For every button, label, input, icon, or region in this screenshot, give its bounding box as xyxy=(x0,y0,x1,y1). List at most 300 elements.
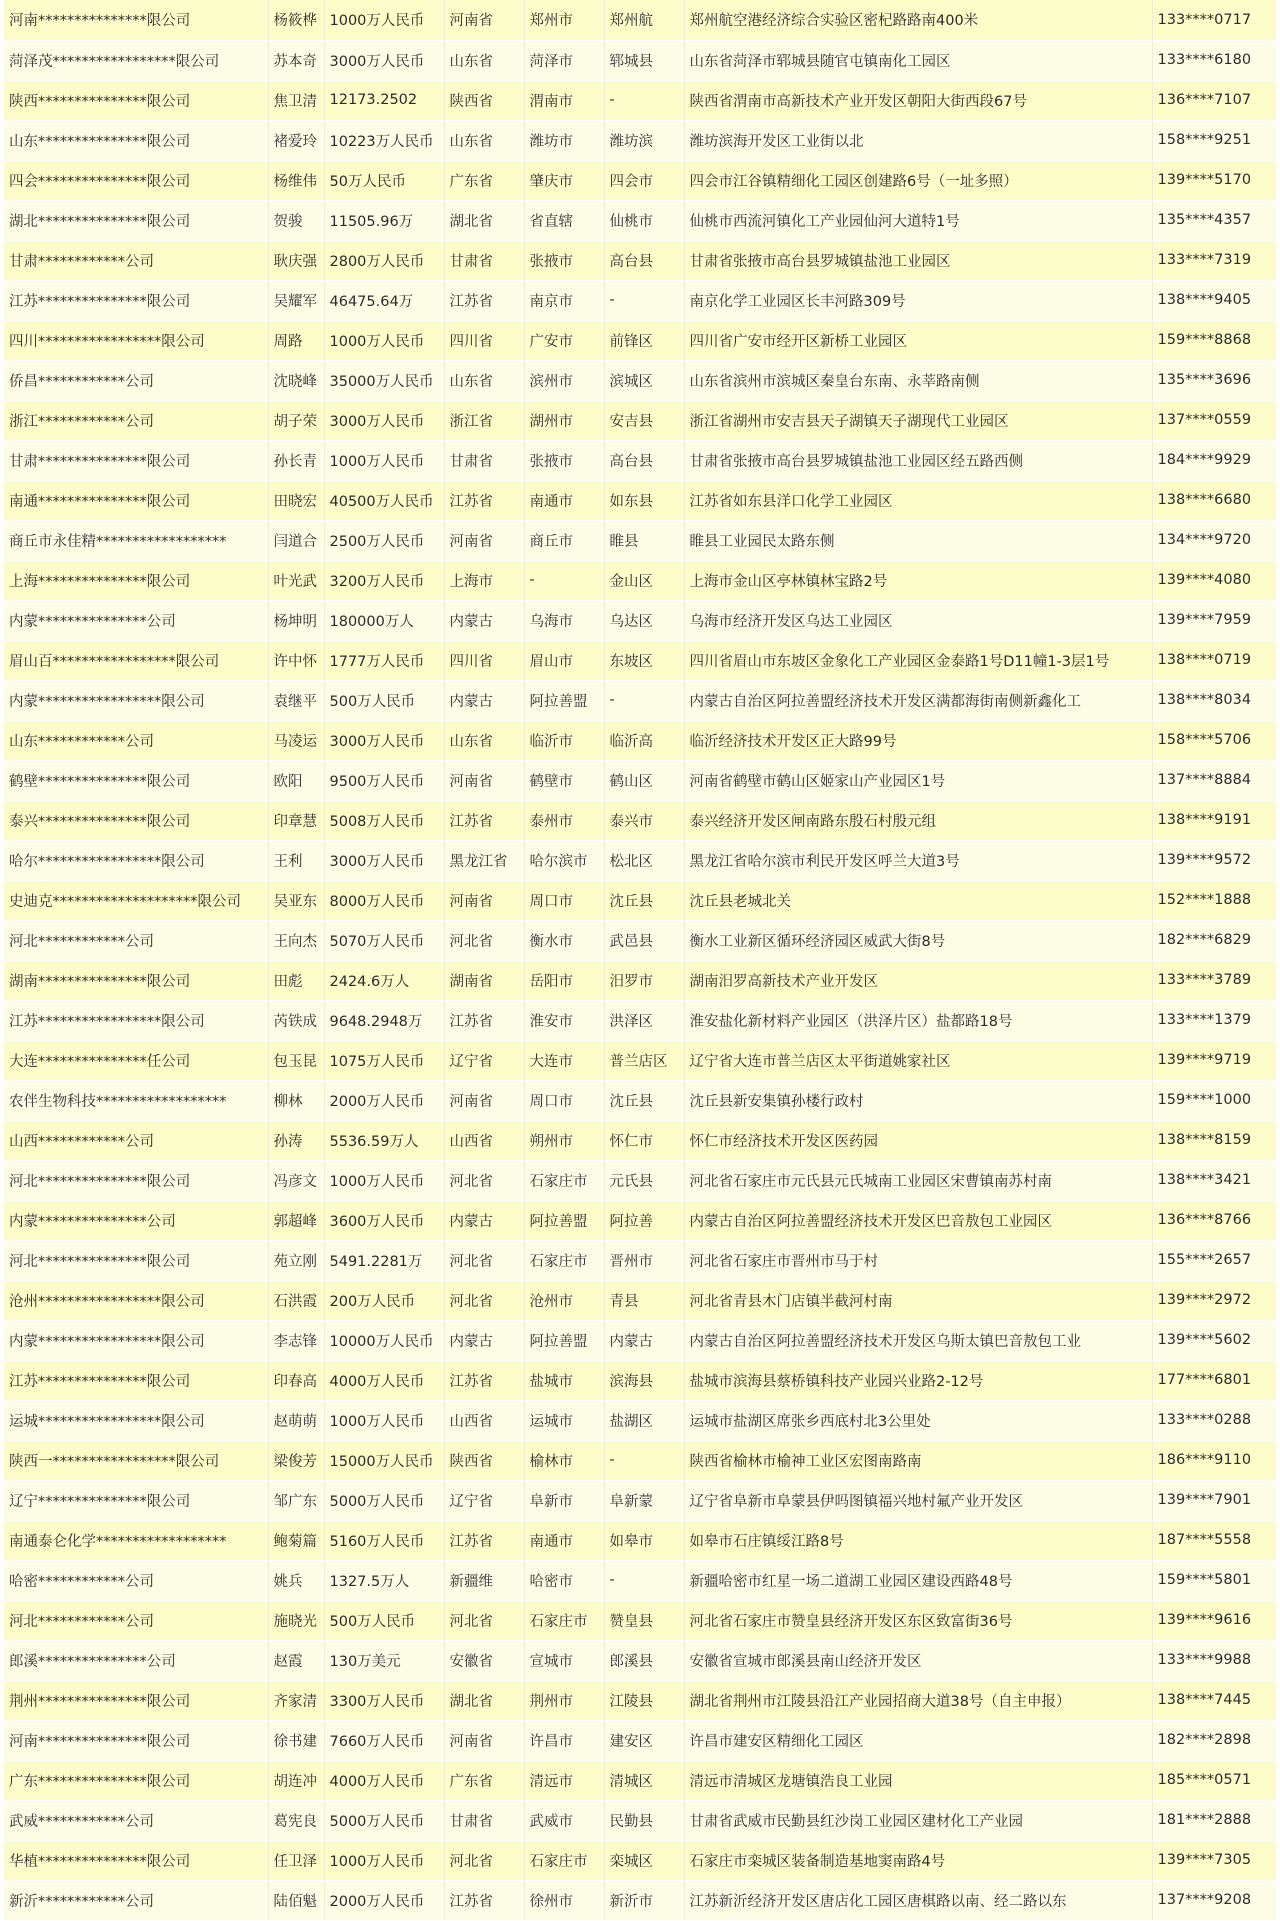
city-cell: 石家庄市 xyxy=(524,1160,604,1200)
phone-cell: 159****8868 xyxy=(1152,320,1276,360)
phone-cell: 155****2657 xyxy=(1152,1240,1276,1280)
registered-capital-cell: 3000万人民币 xyxy=(324,40,444,80)
district-cell: 青县 xyxy=(604,1280,684,1320)
table-row xyxy=(4,1600,1276,1640)
district-cell: 盐湖区 xyxy=(604,1400,684,1440)
company-name-cell: 史迪克********************限公司 xyxy=(4,880,268,920)
district-cell: 内蒙古 xyxy=(604,1320,684,1360)
city-cell: 衡水市 xyxy=(524,920,604,960)
province-cell: 河南省 xyxy=(444,0,524,40)
address-cell: 河南省鹤壁市鹤山区姬家山产业园区1号 xyxy=(684,760,1152,800)
legal-rep-cell: 石洪霞 xyxy=(268,1280,324,1320)
table-row xyxy=(4,1320,1276,1360)
province-cell: 江苏省 xyxy=(444,480,524,520)
city-cell: 榆林市 xyxy=(524,1440,604,1480)
table-row xyxy=(4,1760,1276,1800)
legal-rep-cell: 田晓宏 xyxy=(268,480,324,520)
phone-cell: 136****7107 xyxy=(1152,80,1276,120)
district-cell: 如皋市 xyxy=(604,1520,684,1560)
city-cell: 荆州市 xyxy=(524,1680,604,1720)
address-cell: 山东省菏泽市郓城县随官屯镇南化工园区 xyxy=(684,40,1152,80)
registered-capital-cell: 7660万人民币 xyxy=(324,1720,444,1760)
address-cell: 江苏新沂经济开发区唐店化工园区唐棋路以南、经二路以东 xyxy=(684,1880,1152,1920)
district-cell: 汨罗市 xyxy=(604,960,684,1000)
legal-rep-cell: 周路 xyxy=(268,320,324,360)
registered-capital-cell: 1000万人民币 xyxy=(324,1840,444,1880)
table-row xyxy=(4,240,1276,280)
district-cell: 潍坊滨 xyxy=(604,120,684,160)
phone-cell: 138****7445 xyxy=(1152,1680,1276,1720)
table-row xyxy=(4,1480,1276,1520)
company-name-cell: 哈密************公司 xyxy=(4,1560,268,1600)
city-cell: 张掖市 xyxy=(524,240,604,280)
address-cell: 内蒙古自治区阿拉善盟经济技术开发区乌斯太镇巴音敖包工业 xyxy=(684,1320,1152,1360)
table-row xyxy=(4,1000,1276,1040)
address-cell: 睢县工业园民太路东侧 xyxy=(684,520,1152,560)
province-cell: 广东省 xyxy=(444,160,524,200)
legal-rep-cell: 柳林 xyxy=(268,1080,324,1120)
phone-cell: 133****1379 xyxy=(1152,1000,1276,1040)
province-cell: 上海市 xyxy=(444,560,524,600)
company-name-cell: 江苏*****************限公司 xyxy=(4,1000,268,1040)
district-cell: 元氏县 xyxy=(604,1160,684,1200)
legal-rep-cell: 耿庆强 xyxy=(268,240,324,280)
city-cell: 张掖市 xyxy=(524,440,604,480)
phone-cell: 134****9720 xyxy=(1152,520,1276,560)
province-cell: 江苏省 xyxy=(444,280,524,320)
registered-capital-cell: 5536.59万人 xyxy=(324,1120,444,1160)
district-cell: 金山区 xyxy=(604,560,684,600)
phone-cell: 158****5706 xyxy=(1152,720,1276,760)
table-row xyxy=(4,1720,1276,1760)
legal-rep-cell: 孙涛 xyxy=(268,1120,324,1160)
registered-capital-cell: 500万人民币 xyxy=(324,680,444,720)
legal-rep-cell: 吴亚东 xyxy=(268,880,324,920)
table-row xyxy=(4,0,1276,40)
district-cell: 乌达区 xyxy=(604,600,684,640)
company-name-cell: 山东************公司 xyxy=(4,720,268,760)
city-cell: 石家庄市 xyxy=(524,1840,604,1880)
legal-rep-cell: 包玉昆 xyxy=(268,1040,324,1080)
address-cell: 浙江省湖州市安吉县天子湖镇天子湖现代工业园区 xyxy=(684,400,1152,440)
district-cell: 洪泽区 xyxy=(604,1000,684,1040)
registered-capital-cell: 180000万人 xyxy=(324,600,444,640)
registered-capital-cell: 1000万人民币 xyxy=(324,440,444,480)
company-name-cell: 湖南***************限公司 xyxy=(4,960,268,1000)
legal-rep-cell: 印春高 xyxy=(268,1360,324,1400)
table-row xyxy=(4,680,1276,720)
city-cell: 肇庆市 xyxy=(524,160,604,200)
city-cell: 菏泽市 xyxy=(524,40,604,80)
legal-rep-cell: 陆佰魁 xyxy=(268,1880,324,1920)
province-cell: 四川省 xyxy=(444,320,524,360)
province-cell: 甘肃省 xyxy=(444,440,524,480)
company-name-cell: 菏泽茂*****************限公司 xyxy=(4,40,268,80)
table-row xyxy=(4,400,1276,440)
address-cell: 清远市清城区龙塘镇浩良工业园 xyxy=(684,1760,1152,1800)
table-row xyxy=(4,560,1276,600)
phone-cell: 158****9251 xyxy=(1152,120,1276,160)
address-cell: 甘肃省张掖市高台县罗城镇盐池工业园区经五路西侧 xyxy=(684,440,1152,480)
address-cell: 石家庄市栾城区装备制造基地窦南路4号 xyxy=(684,1840,1152,1880)
city-cell: 周口市 xyxy=(524,1080,604,1120)
city-cell: 阿拉善盟 xyxy=(524,680,604,720)
registered-capital-cell: 2000万人民币 xyxy=(324,1880,444,1920)
district-cell: - xyxy=(604,280,684,320)
address-cell: 怀仁市经济技术开发区医药园 xyxy=(684,1120,1152,1160)
phone-cell: 186****9110 xyxy=(1152,1440,1276,1480)
address-cell: 四川省眉山市东坡区金象化工产业园区金泰路1号D11幢1-3层1号 xyxy=(684,640,1152,680)
phone-cell: 139****5602 xyxy=(1152,1320,1276,1360)
company-name-cell: 河北************公司 xyxy=(4,1600,268,1640)
company-name-cell: 山西************公司 xyxy=(4,1120,268,1160)
registered-capital-cell: 1000万人民币 xyxy=(324,0,444,40)
registered-capital-cell: 3300万人民币 xyxy=(324,1680,444,1720)
phone-cell: 138****8159 xyxy=(1152,1120,1276,1160)
district-cell: 睢县 xyxy=(604,520,684,560)
province-cell: 河北省 xyxy=(444,920,524,960)
district-cell: - xyxy=(604,80,684,120)
table-row xyxy=(4,360,1276,400)
registered-capital-cell: 4000万人民币 xyxy=(324,1360,444,1400)
address-cell: 乌海市经济开发区乌达工业园区 xyxy=(684,600,1152,640)
city-cell: 徐州市 xyxy=(524,1880,604,1920)
phone-cell: 139****7901 xyxy=(1152,1480,1276,1520)
legal-rep-cell: 焦卫清 xyxy=(268,80,324,120)
registered-capital-cell: 3000万人民币 xyxy=(324,400,444,440)
legal-rep-cell: 李志锋 xyxy=(268,1320,324,1360)
province-cell: 内蒙古 xyxy=(444,1320,524,1360)
district-cell: 普兰店区 xyxy=(604,1040,684,1080)
company-name-cell: 鹤壁***************限公司 xyxy=(4,760,268,800)
district-cell: 四会市 xyxy=(604,160,684,200)
address-cell: 江苏省如东县洋口化学工业园区 xyxy=(684,480,1152,520)
registered-capital-cell: 5070万人民币 xyxy=(324,920,444,960)
district-cell: 晋州市 xyxy=(604,1240,684,1280)
district-cell: 阜新蒙 xyxy=(604,1480,684,1520)
phone-cell: 177****6801 xyxy=(1152,1360,1276,1400)
phone-cell: 133****0717 xyxy=(1152,0,1276,40)
address-cell: 盐城市滨海县蔡桥镇科技产业园兴业路2-12号 xyxy=(684,1360,1152,1400)
table-row xyxy=(4,1240,1276,1280)
registered-capital-cell: 2000万人民币 xyxy=(324,1080,444,1120)
registered-capital-cell: 10000万人民币 xyxy=(324,1320,444,1360)
legal-rep-cell: 王利 xyxy=(268,840,324,880)
company-name-cell: 华植***************限公司 xyxy=(4,1840,268,1880)
legal-rep-cell: 冯彦文 xyxy=(268,1160,324,1200)
province-cell: 河南省 xyxy=(444,1080,524,1120)
address-cell: 辽宁省阜新市阜蒙县伊吗图镇福兴地村氟产业开发区 xyxy=(684,1480,1152,1520)
table-row xyxy=(4,600,1276,640)
address-cell: 临沂经济技术开发区正大路99号 xyxy=(684,720,1152,760)
company-name-cell: 湖北***************限公司 xyxy=(4,200,268,240)
phone-cell: 139****9572 xyxy=(1152,840,1276,880)
city-cell: 哈尔滨市 xyxy=(524,840,604,880)
registered-capital-cell: 40500万人民币 xyxy=(324,480,444,520)
registered-capital-cell: 4000万人民币 xyxy=(324,1760,444,1800)
city-cell: 朔州市 xyxy=(524,1120,604,1160)
address-cell: 如皋市石庄镇绥江路8号 xyxy=(684,1520,1152,1560)
city-cell: 南通市 xyxy=(524,480,604,520)
phone-cell: 138****0719 xyxy=(1152,640,1276,680)
legal-rep-cell: 赵萌萌 xyxy=(268,1400,324,1440)
province-cell: 湖南省 xyxy=(444,960,524,1000)
province-cell: 河北省 xyxy=(444,1840,524,1880)
city-cell: 乌海市 xyxy=(524,600,604,640)
province-cell: 广东省 xyxy=(444,1760,524,1800)
city-cell: 阿拉善盟 xyxy=(524,1320,604,1360)
legal-rep-cell: 梁俊芳 xyxy=(268,1440,324,1480)
legal-rep-cell: 印章慧 xyxy=(268,800,324,840)
phone-cell: 135****4357 xyxy=(1152,200,1276,240)
district-cell: 沈丘县 xyxy=(604,1080,684,1120)
phone-cell: 137****9208 xyxy=(1152,1880,1276,1920)
province-cell: 浙江省 xyxy=(444,400,524,440)
district-cell: 江陵县 xyxy=(604,1680,684,1720)
registered-capital-cell: 3000万人民币 xyxy=(324,720,444,760)
registered-capital-cell: 1000万人民币 xyxy=(324,320,444,360)
table-row xyxy=(4,120,1276,160)
province-cell: 甘肃省 xyxy=(444,240,524,280)
legal-rep-cell: 苏本奇 xyxy=(268,40,324,80)
legal-rep-cell: 褚爱玲 xyxy=(268,120,324,160)
district-cell: - xyxy=(604,1560,684,1600)
province-cell: 湖北省 xyxy=(444,200,524,240)
table-row xyxy=(4,1800,1276,1840)
phone-cell: 152****1888 xyxy=(1152,880,1276,920)
province-cell: 河北省 xyxy=(444,1240,524,1280)
phone-cell: 181****2888 xyxy=(1152,1800,1276,1840)
table-row xyxy=(4,1840,1276,1880)
city-cell: 沧州市 xyxy=(524,1280,604,1320)
company-name-cell: 商丘市永佳精****************** xyxy=(4,520,268,560)
legal-rep-cell: 徐书建 xyxy=(268,1720,324,1760)
legal-rep-cell: 姚兵 xyxy=(268,1560,324,1600)
address-cell: 新疆哈密市红星一场二道湖工业园区建设西路48号 xyxy=(684,1560,1152,1600)
address-cell: 南京化学工业园区长丰河路309号 xyxy=(684,280,1152,320)
district-cell: 仙桃市 xyxy=(604,200,684,240)
table-row xyxy=(4,1200,1276,1240)
district-cell: 阿拉善 xyxy=(604,1200,684,1240)
company-name-cell: 新沂************公司 xyxy=(4,1880,268,1920)
company-name-cell: 荆州***************限公司 xyxy=(4,1680,268,1720)
registered-capital-cell: 2424.6万人 xyxy=(324,960,444,1000)
city-cell: 鹤壁市 xyxy=(524,760,604,800)
province-cell: 山东省 xyxy=(444,720,524,760)
address-cell: 黑龙江省哈尔滨市利民开发区呼兰大道3号 xyxy=(684,840,1152,880)
city-cell: - xyxy=(524,560,604,600)
city-cell: 南通市 xyxy=(524,1520,604,1560)
city-cell: 郑州市 xyxy=(524,0,604,40)
table-row xyxy=(4,520,1276,560)
legal-rep-cell: 王向杰 xyxy=(268,920,324,960)
phone-cell: 139****9616 xyxy=(1152,1600,1276,1640)
address-cell: 内蒙古自治区阿拉善盟经济技术开发区巴音敖包工业园区 xyxy=(684,1200,1152,1240)
legal-rep-cell: 齐家清 xyxy=(268,1680,324,1720)
company-name-cell: 南通***************限公司 xyxy=(4,480,268,520)
company-table xyxy=(4,0,1276,1921)
city-cell: 临沂市 xyxy=(524,720,604,760)
province-cell: 江苏省 xyxy=(444,1000,524,1040)
table-row xyxy=(4,1360,1276,1400)
company-name-cell: 内蒙***************公司 xyxy=(4,1200,268,1240)
table-row xyxy=(4,440,1276,480)
company-name-cell: 大连***************任公司 xyxy=(4,1040,268,1080)
phone-cell: 159****5801 xyxy=(1152,1560,1276,1600)
district-cell: 高台县 xyxy=(604,240,684,280)
address-cell: 潍坊滨海开发区工业街以北 xyxy=(684,120,1152,160)
district-cell: 栾城区 xyxy=(604,1840,684,1880)
table-row xyxy=(4,1160,1276,1200)
province-cell: 河南省 xyxy=(444,760,524,800)
registered-capital-cell: 2500万人民币 xyxy=(324,520,444,560)
district-cell: 临沂高 xyxy=(604,720,684,760)
company-name-cell: 眉山百*****************限公司 xyxy=(4,640,268,680)
city-cell: 运城市 xyxy=(524,1400,604,1440)
city-cell: 眉山市 xyxy=(524,640,604,680)
city-cell: 周口市 xyxy=(524,880,604,920)
legal-rep-cell: 贺骏 xyxy=(268,200,324,240)
legal-rep-cell: 许中怀 xyxy=(268,640,324,680)
legal-rep-cell: 施晓光 xyxy=(268,1600,324,1640)
registered-capital-cell: 11505.96万 xyxy=(324,200,444,240)
district-cell: 郓城县 xyxy=(604,40,684,80)
table-row xyxy=(4,1400,1276,1440)
registered-capital-cell: 50万人民币 xyxy=(324,160,444,200)
province-cell: 内蒙古 xyxy=(444,600,524,640)
phone-cell: 187****5558 xyxy=(1152,1520,1276,1560)
company-name-cell: 南通泰仑化学****************** xyxy=(4,1520,268,1560)
registered-capital-cell: 9648.2948万 xyxy=(324,1000,444,1040)
address-cell: 郑州航空港经济综合实验区密杞路路南400米 xyxy=(684,0,1152,40)
province-cell: 甘肃省 xyxy=(444,1800,524,1840)
company-name-cell: 广东***************限公司 xyxy=(4,1760,268,1800)
district-cell: 安吉县 xyxy=(604,400,684,440)
province-cell: 河南省 xyxy=(444,1720,524,1760)
phone-cell: 185****0571 xyxy=(1152,1760,1276,1800)
district-cell: 郑州航 xyxy=(604,0,684,40)
city-cell: 潍坊市 xyxy=(524,120,604,160)
address-cell: 甘肃省武威市民勤县红沙岗工业园区建材化工产业园 xyxy=(684,1800,1152,1840)
province-cell: 山东省 xyxy=(444,360,524,400)
phone-cell: 133****0288 xyxy=(1152,1400,1276,1440)
address-cell: 运城市盐湖区席张乡西底村北3公里处 xyxy=(684,1400,1152,1440)
phone-cell: 137****0559 xyxy=(1152,400,1276,440)
city-cell: 广安市 xyxy=(524,320,604,360)
table-row xyxy=(4,320,1276,360)
district-cell: 新沂市 xyxy=(604,1880,684,1920)
city-cell: 岳阳市 xyxy=(524,960,604,1000)
table-row xyxy=(4,760,1276,800)
province-cell: 内蒙古 xyxy=(444,680,524,720)
province-cell: 四川省 xyxy=(444,640,524,680)
registered-capital-cell: 500万人民币 xyxy=(324,1600,444,1640)
company-name-cell: 沧州*****************限公司 xyxy=(4,1280,268,1320)
registered-capital-cell: 2800万人民币 xyxy=(324,240,444,280)
district-cell: 建安区 xyxy=(604,1720,684,1760)
phone-cell: 139****5170 xyxy=(1152,160,1276,200)
registered-capital-cell: 200万人民币 xyxy=(324,1280,444,1320)
company-name-cell: 陕西***************限公司 xyxy=(4,80,268,120)
address-cell: 湖南汨罗高新技术产业开发区 xyxy=(684,960,1152,1000)
province-cell: 江苏省 xyxy=(444,800,524,840)
table-row xyxy=(4,480,1276,520)
registered-capital-cell: 5160万人民币 xyxy=(324,1520,444,1560)
legal-rep-cell: 马凌运 xyxy=(268,720,324,760)
legal-rep-cell: 欧阳 xyxy=(268,760,324,800)
province-cell: 陕西省 xyxy=(444,1440,524,1480)
district-cell: 松北区 xyxy=(604,840,684,880)
legal-rep-cell: 吴耀军 xyxy=(268,280,324,320)
company-name-cell: 泰兴***************限公司 xyxy=(4,800,268,840)
province-cell: 河北省 xyxy=(444,1600,524,1640)
city-cell: 湖州市 xyxy=(524,400,604,440)
address-cell: 内蒙古自治区阿拉善盟经济技术开发区满都海街南侧新鑫化工 xyxy=(684,680,1152,720)
company-name-cell: 运城*****************限公司 xyxy=(4,1400,268,1440)
table-row xyxy=(4,640,1276,680)
company-name-cell: 河北***************限公司 xyxy=(4,1160,268,1200)
table-row xyxy=(4,880,1276,920)
address-cell: 甘肃省张掖市高台县罗城镇盐池工业园区 xyxy=(684,240,1152,280)
company-name-cell: 四川*****************限公司 xyxy=(4,320,268,360)
phone-cell: 184****9929 xyxy=(1152,440,1276,480)
address-cell: 辽宁省大连市普兰店区太平街道姚家社区 xyxy=(684,1040,1152,1080)
company-name-cell: 上海***************限公司 xyxy=(4,560,268,600)
legal-rep-cell: 芮铁成 xyxy=(268,1000,324,1040)
phone-cell: 138****8034 xyxy=(1152,680,1276,720)
registered-capital-cell: 1075万人民币 xyxy=(324,1040,444,1080)
city-cell: 渭南市 xyxy=(524,80,604,120)
table-row xyxy=(4,1080,1276,1120)
city-cell: 泰州市 xyxy=(524,800,604,840)
table-row xyxy=(4,1120,1276,1160)
table-row xyxy=(4,960,1276,1000)
province-cell: 河南省 xyxy=(444,880,524,920)
company-name-cell: 郎溪***************公司 xyxy=(4,1640,268,1680)
address-cell: 淮安盐化新材料产业园区（洪泽片区）盐都路18号 xyxy=(684,1000,1152,1040)
city-cell: 宣城市 xyxy=(524,1640,604,1680)
district-cell: 如东县 xyxy=(604,480,684,520)
registered-capital-cell: 5000万人民币 xyxy=(324,1480,444,1520)
registered-capital-cell: 1327.5万人 xyxy=(324,1560,444,1600)
province-cell: 河北省 xyxy=(444,1160,524,1200)
company-name-cell: 河南***************限公司 xyxy=(4,0,268,40)
province-cell: 湖北省 xyxy=(444,1680,524,1720)
table-row xyxy=(4,1440,1276,1480)
province-cell: 江苏省 xyxy=(444,1520,524,1560)
table-row xyxy=(4,1640,1276,1680)
company-name-cell: 四会***************限公司 xyxy=(4,160,268,200)
registered-capital-cell: 1000万人民币 xyxy=(324,1160,444,1200)
company-name-cell: 山东***************限公司 xyxy=(4,120,268,160)
company-name-cell: 农伴生物科技****************** xyxy=(4,1080,268,1120)
address-cell: 许昌市建安区精细化工园区 xyxy=(684,1720,1152,1760)
company-name-cell: 内蒙***************公司 xyxy=(4,600,268,640)
province-cell: 山东省 xyxy=(444,120,524,160)
registered-capital-cell: 8000万人民币 xyxy=(324,880,444,920)
district-cell: 鹤山区 xyxy=(604,760,684,800)
city-cell: 盐城市 xyxy=(524,1360,604,1400)
address-cell: 四会市江谷镇精细化工园区创建路6号（一址多照） xyxy=(684,160,1152,200)
phone-cell: 138****9191 xyxy=(1152,800,1276,840)
company-name-cell: 陕西一*****************限公司 xyxy=(4,1440,268,1480)
table-row xyxy=(4,1520,1276,1560)
district-cell: 滨海县 xyxy=(604,1360,684,1400)
table-row xyxy=(4,80,1276,120)
city-cell: 清远市 xyxy=(524,1760,604,1800)
registered-capital-cell: 35000万人民币 xyxy=(324,360,444,400)
phone-cell: 139****7959 xyxy=(1152,600,1276,640)
